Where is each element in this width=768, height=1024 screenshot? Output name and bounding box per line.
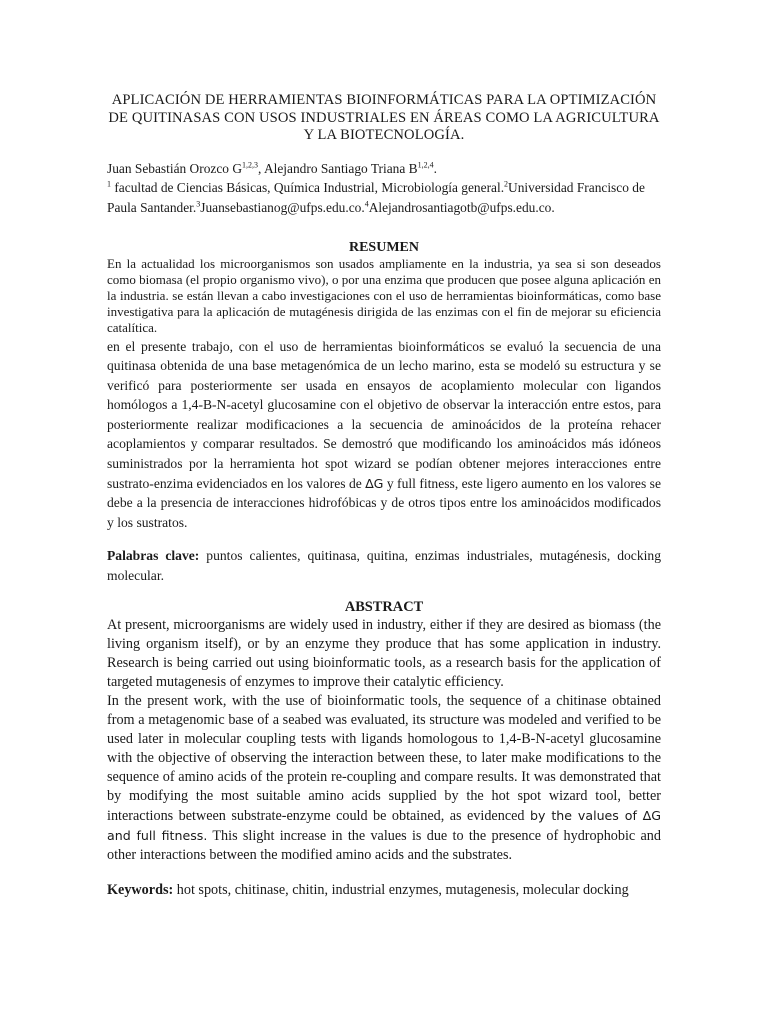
author-line [107,159,661,178]
resumen-paragraph-2 [107,337,661,533]
delta-g-symbol: ∆G [365,475,384,491]
keywords-list: hot spots, chitinase, chitin, industrial enzymes, mutagenesis, molecular docking [173,882,629,899]
author-1: Juan Sebastián Orozco G [107,160,242,176]
paper-title: APLICACIÓN DE HERRAMIENTAS BIOINFORMÁTICAS PARA LA OPTIMIZACIÓN DE QUITINASAS CON USOS INDUSTRIALES EN ÁREAS COMO LA AGRICULTURA Y LA BIOTECNOLOGÍA. [108,92,660,143]
abstract-heading: ABSTRACT [344,599,424,616]
abstract-paragraph-2-rest: This slight increase in the values is due to the presence of hydrophobic and other interactions between the modified amino acids and the substrates. [107,828,661,864]
resumen-heading: RESUMEN [348,239,419,255]
affiliation-2: Universidad Francisco de Paula Santander. [107,179,645,215]
palabras-clave-list: puntos calientes, quitinasa, quitina, enzimas industriales, mutagénesis, docking molecular. [107,548,662,584]
palabras-clave [107,546,661,585]
abstract-paragraph-2-intro: In the present work, with the use of bioinformatic tools, the sequence of a chitinase obtained from a metagenomic base of a seabed was evaluated, its structure was modeled and verified to be used later in molecular coupling tests with ligands homologous to 1,4-B-N-acetyl glucosamine with the objective of observing the interaction between these, to later make modifications to the sequence of amino acids of the protein re-coupling and compare results. It was demonstrated that by modifying the most suitable amino acids supplied by the hot spot wizard tool, better interactions between substrate-enzyme could be obtained, as evidenced [107,693,661,825]
affiliation-marker-1: 1 [107,179,111,189]
keywords [107,881,661,900]
author-2: Alejandro Santiago Triana B [263,160,418,176]
resumen-paragraph-2-rest: y full fitness, este ligero aumento en los valores se debe a la presencia de interacciones hidrofóbicas y de otros tipos entre los aminoácidos modificados y los sustratos. [107,475,661,530]
email-1: Juansebastianog@ufps.edu.co. [200,199,365,215]
affiliation-1: facultad de Ciencias Básicas, Química Industrial, Microbiología general. [111,179,505,195]
abstract-paragraph-1: At present, microorganisms are widely used in industry, either if they are desired as biomass (the living organism itself), or by an enzyme they produce that has some application in industry. Research is being carried out using bioinformatic tools, as a research basis for the application of targeted mutagenesis of enzymes to improve their catalytic efficiency. [107,617,661,691]
keywords-label: Keywords: [107,882,174,899]
author-2-affiliations: 1,2,4 [417,160,434,170]
resumen-paragraph-1: En la actualidad los microorganismos son usados ampliamente en la industria, ya sea si son deseados como biomasa (el propio organismo vivo), o por una enzima que producen que posee alguna aplicación en la industria. se están llevan a cabo investigaciones con el uso de herramientas bioinformáticas, como base investigativa para la aplicación de mutagénesis dirigida de las enzimas con el fin de mejorar su eficiencia catalítica. [107,255,661,336]
resumen-paragraph-2-intro: en el presente trabajo, con el uso de herramientas bioinformáticos se evaluó la secuencia de una quitinasa obtenida de una base metagenómica de un lecho marino, esta se modeló su estructura y se verificó para posteriormente ser usada en ensayos de acoplamiento molecular con ligandos homólogos a 1,4-B-N-acetyl glucosamine con el objetivo de observar la interacción entre estos, para posteriormente realizar modificaciones a la secuencia de aminoácidos de la proteína rehacer acoplamientos y comparar resultados. Se demostró que modificando los aminoácidos más idóneos suministrados por la herramienta hot spot wizard se podían obtener mejores interacciones entre sustrato-enzima evidenciados en los valores de [107,338,661,491]
email-2: Alejandrosantiagotb@ufps.edu.co. [368,199,555,215]
abstract-delta-g-phrase: by the values of ∆G and full fitness. [107,808,661,844]
affiliation-marker-4: 4 [364,199,369,209]
affiliation-marker-3: 3 [196,199,201,209]
abstract-paragraph-2 [107,692,661,865]
palabras-clave-label: Palabras clave: [107,548,200,564]
affiliations [107,178,661,218]
author-line-end: . [433,160,437,176]
affiliation-marker-2: 2 [504,179,509,189]
author-separator: , [258,160,264,176]
author-1-affiliations: 1,2,3 [242,160,258,170]
